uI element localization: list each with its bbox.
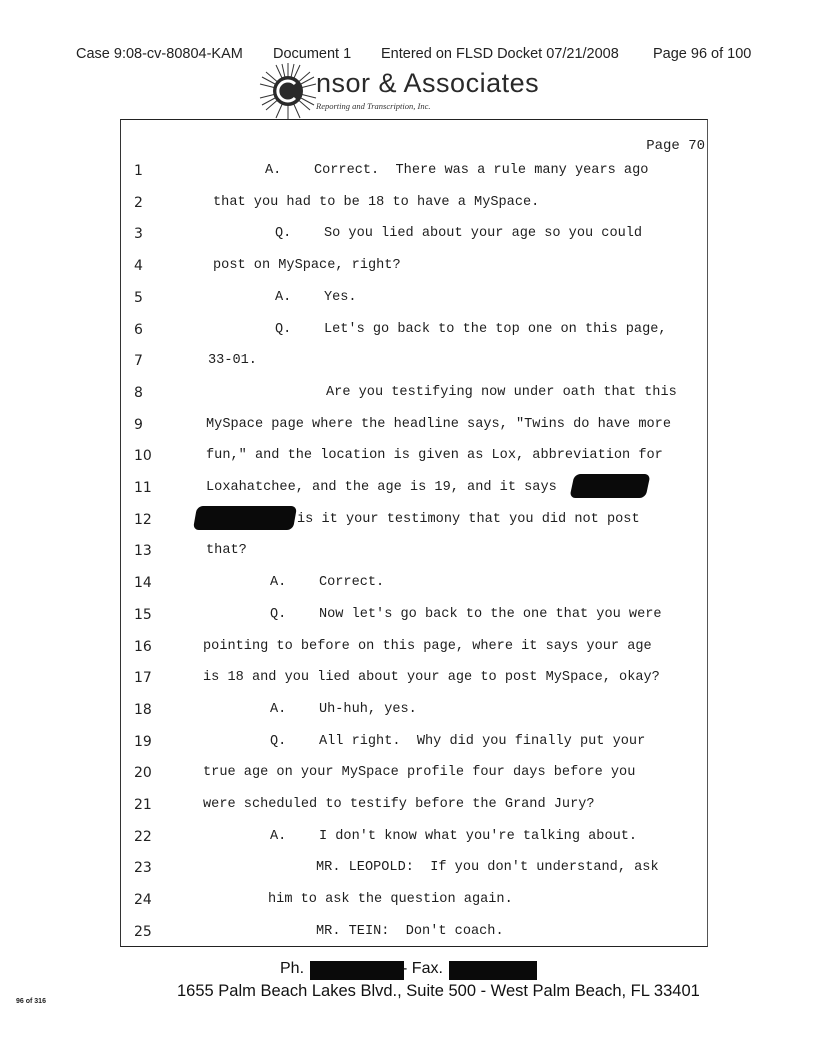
transcript-line: pointing to before on this page, where it says your age <box>203 638 652 654</box>
line-number: 13 <box>134 543 152 560</box>
page-count-stamp: 96 of 316 <box>16 998 46 1005</box>
line-number: 24 <box>134 892 152 909</box>
redaction-block <box>569 474 650 498</box>
reporter-address: 1655 Palm Beach Lakes Blvd., Suite 500 - West Palm Beach, FL 33401 <box>177 982 700 1000</box>
transcript-line: true age on your MySpace profile four days before you <box>203 765 636 781</box>
line-number: 11 <box>134 480 152 496</box>
line-number: 10 <box>134 448 152 465</box>
transcript-line: is 18 and you lied about your age to post MySpace, okay? <box>203 670 660 686</box>
entered-docket: Entered on FLSD Docket 07/21/2008 <box>381 46 619 62</box>
line-number: 21 <box>134 797 152 813</box>
transcript-line: post on MySpace, right? <box>213 258 401 274</box>
transcript-frame <box>120 119 708 947</box>
transcript-line: Q. So you lied about your age so you could <box>275 226 643 242</box>
redaction-block <box>193 506 297 530</box>
transcript-line: Are you testifying now under oath that this <box>326 384 677 400</box>
line-number: 5 <box>134 289 143 306</box>
transcript-line: A. Uh-huh, yes. <box>270 701 417 717</box>
line-number: 1 <box>134 163 143 179</box>
line-number: 9 <box>134 416 143 433</box>
logo-subtitle: Reporting and Transcription, Inc. <box>316 101 431 111</box>
transcript-line: A. I don't know what you're talking about. <box>270 828 638 844</box>
line-number: 8 <box>134 384 143 401</box>
line-number: 6 <box>134 321 143 338</box>
transcript-line: 33-01. <box>208 353 257 369</box>
transcript-line: Loxahatchee, and the age is 19, and it says <box>206 480 557 495</box>
line-number: 12 <box>134 511 152 528</box>
reporter-logo <box>258 62 558 120</box>
line-number: 7 <box>134 353 143 370</box>
transcript-line: Q. Let's go back to the top one on this page, <box>275 321 667 337</box>
transcript-line: that? <box>206 543 247 559</box>
line-number: 23 <box>134 860 152 877</box>
transcript-line: A. Correct. There was a rule many years ago <box>265 163 649 178</box>
page-of-total: Page 96 of 100 <box>653 46 752 62</box>
transcript-line: A. Yes. <box>275 289 357 305</box>
line-number: 14 <box>134 575 152 592</box>
line-number: 4 <box>134 258 143 275</box>
contact-phone-fax <box>280 960 443 978</box>
transcript-line: MR. TEIN: Don't coach. <box>316 923 504 939</box>
transcript-line: fun," and the location is given as Lox, abbreviation for <box>206 448 663 464</box>
line-number: 25 <box>134 923 152 940</box>
line-number: 3 <box>134 226 143 243</box>
transcript-line: is it your testimony that you did not post <box>297 511 640 527</box>
transcript-line: MR. LEOPOLD: If you don't understand, ask <box>316 860 659 876</box>
line-number: 18 <box>134 701 152 718</box>
fax-label: - Fax. <box>402 960 443 977</box>
line-number: 22 <box>134 828 152 845</box>
case-number: Case 9:08-cv-80804-KAM <box>76 46 243 62</box>
redaction-block <box>449 961 537 980</box>
line-number: 15 <box>134 606 152 623</box>
logo-wordmark: nsor & Associates <box>316 68 540 98</box>
starburst-logo-icon <box>258 62 318 120</box>
transcript-line: were scheduled to testify before the Grand Jury? <box>203 797 595 812</box>
line-number: 20 <box>134 765 152 782</box>
line-number: 17 <box>134 670 152 687</box>
line-number: 2 <box>134 194 143 211</box>
transcript-line: Q. Now let's go back to the one that you were <box>270 606 662 622</box>
transcript-page-number: Page 70 <box>646 138 705 154</box>
transcript-line: A. Correct. <box>270 575 385 591</box>
document-label: Document 1 <box>273 46 352 62</box>
transcript-line: Q. All right. Why did you finally put your <box>270 733 646 749</box>
transcript-line: him to ask the question again. <box>268 892 513 908</box>
line-number: 19 <box>134 733 152 750</box>
transcript-line: MySpace page where the headline says, "Twins do have more <box>206 416 671 432</box>
phone-label: Ph. <box>280 960 305 977</box>
transcript-line: that you had to be 18 to have a MySpace. <box>213 194 540 210</box>
line-number: 16 <box>134 638 152 655</box>
